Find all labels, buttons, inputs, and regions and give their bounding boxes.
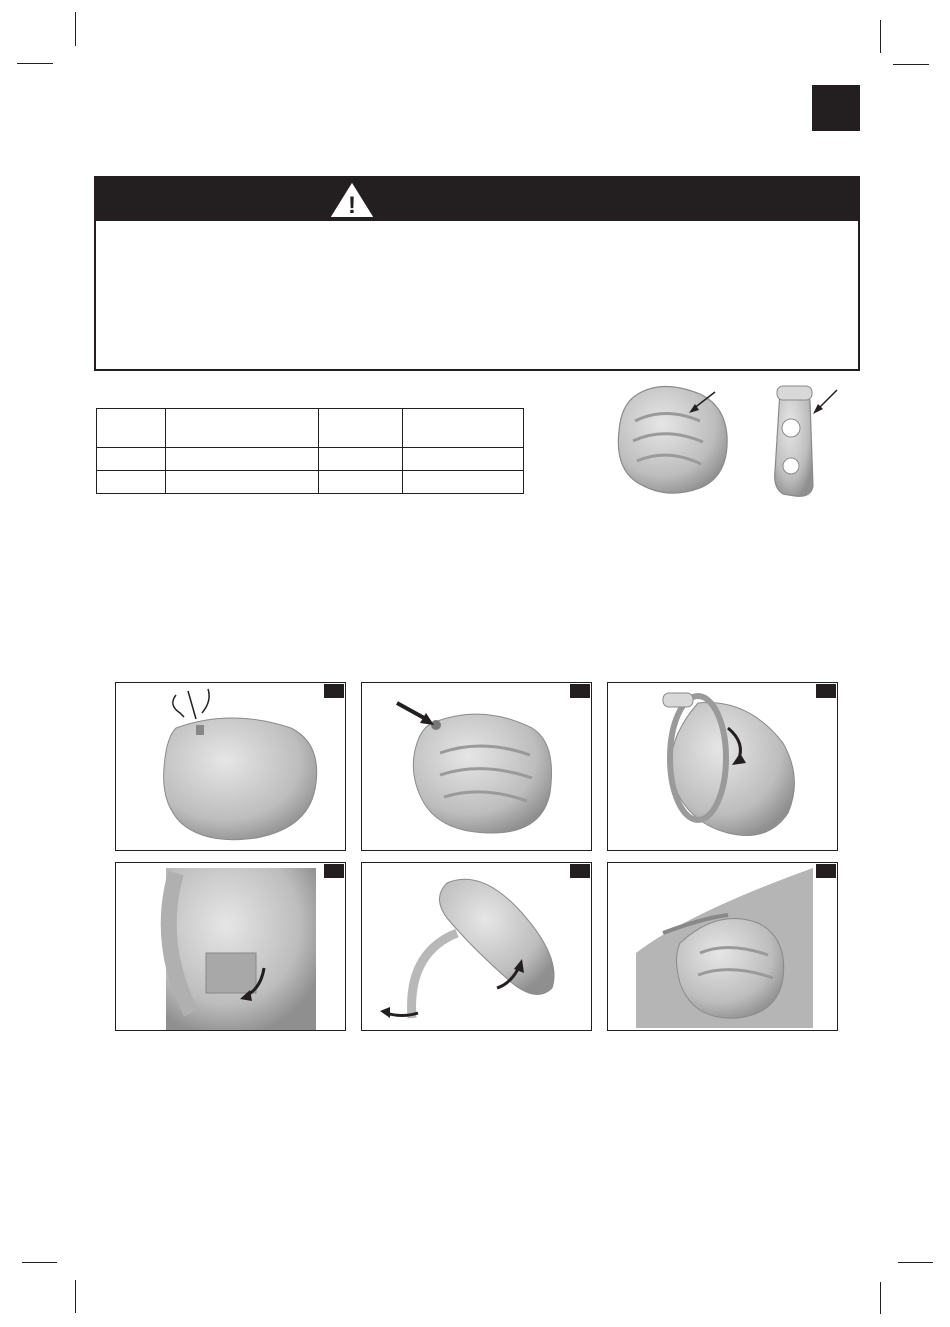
parts-table-header-row [97, 409, 524, 448]
arrow-icon [813, 390, 837, 414]
step-panel-5 [361, 862, 592, 1031]
step-panel-2 [361, 682, 592, 851]
table-cell [97, 448, 166, 471]
warning-header [94, 176, 860, 221]
crop-mark-bottom-left-h [22, 1262, 57, 1263]
table-cell [97, 471, 166, 494]
table-cell [403, 448, 524, 471]
warning-body [94, 221, 860, 371]
table-cell [166, 448, 319, 471]
step-panel-4 [115, 862, 346, 1031]
table-cell [403, 471, 524, 494]
language-tab [812, 85, 860, 131]
arrow-icon [188, 691, 196, 719]
arrow-icon [397, 703, 434, 725]
step-illustration [116, 683, 345, 850]
crop-mark-top-left-h [17, 63, 53, 64]
crop-mark-bottom-left-v [75, 1280, 76, 1313]
step-panel-3 [607, 682, 838, 851]
arrow-icon [202, 689, 209, 713]
crop-mark-bottom-right-h [898, 1262, 933, 1263]
parts-table-header-quantity [319, 409, 403, 448]
parts-table-header-ref [97, 409, 166, 448]
parts-table [96, 408, 524, 494]
crop-mark-top-right-v [880, 20, 881, 53]
step-illustration [116, 863, 345, 1030]
table-row [97, 448, 524, 471]
clamp-illustration [775, 386, 813, 496]
pillow-illustration [618, 386, 727, 493]
crop-mark-top-left-v [75, 12, 76, 46]
table-row [97, 471, 524, 494]
table-cell [319, 448, 403, 471]
step-illustration [362, 683, 591, 850]
step-illustration [608, 683, 837, 850]
warning-triangle-icon [326, 178, 378, 220]
crop-mark-bottom-right-v [880, 1282, 881, 1314]
parts-illustration [605, 376, 865, 506]
step-panel-6 [607, 862, 838, 1031]
step-illustration [362, 863, 591, 1030]
warning-symbol: ! [348, 192, 356, 219]
table-cell [166, 471, 319, 494]
step-panel-1 [115, 682, 346, 851]
crop-mark-top-right-h [893, 64, 929, 65]
step-illustration [608, 863, 837, 1030]
parts-table-header-description [166, 409, 319, 448]
parts-table-header-spare-part [403, 409, 524, 448]
arrow-icon [173, 695, 184, 717]
table-cell [319, 471, 403, 494]
